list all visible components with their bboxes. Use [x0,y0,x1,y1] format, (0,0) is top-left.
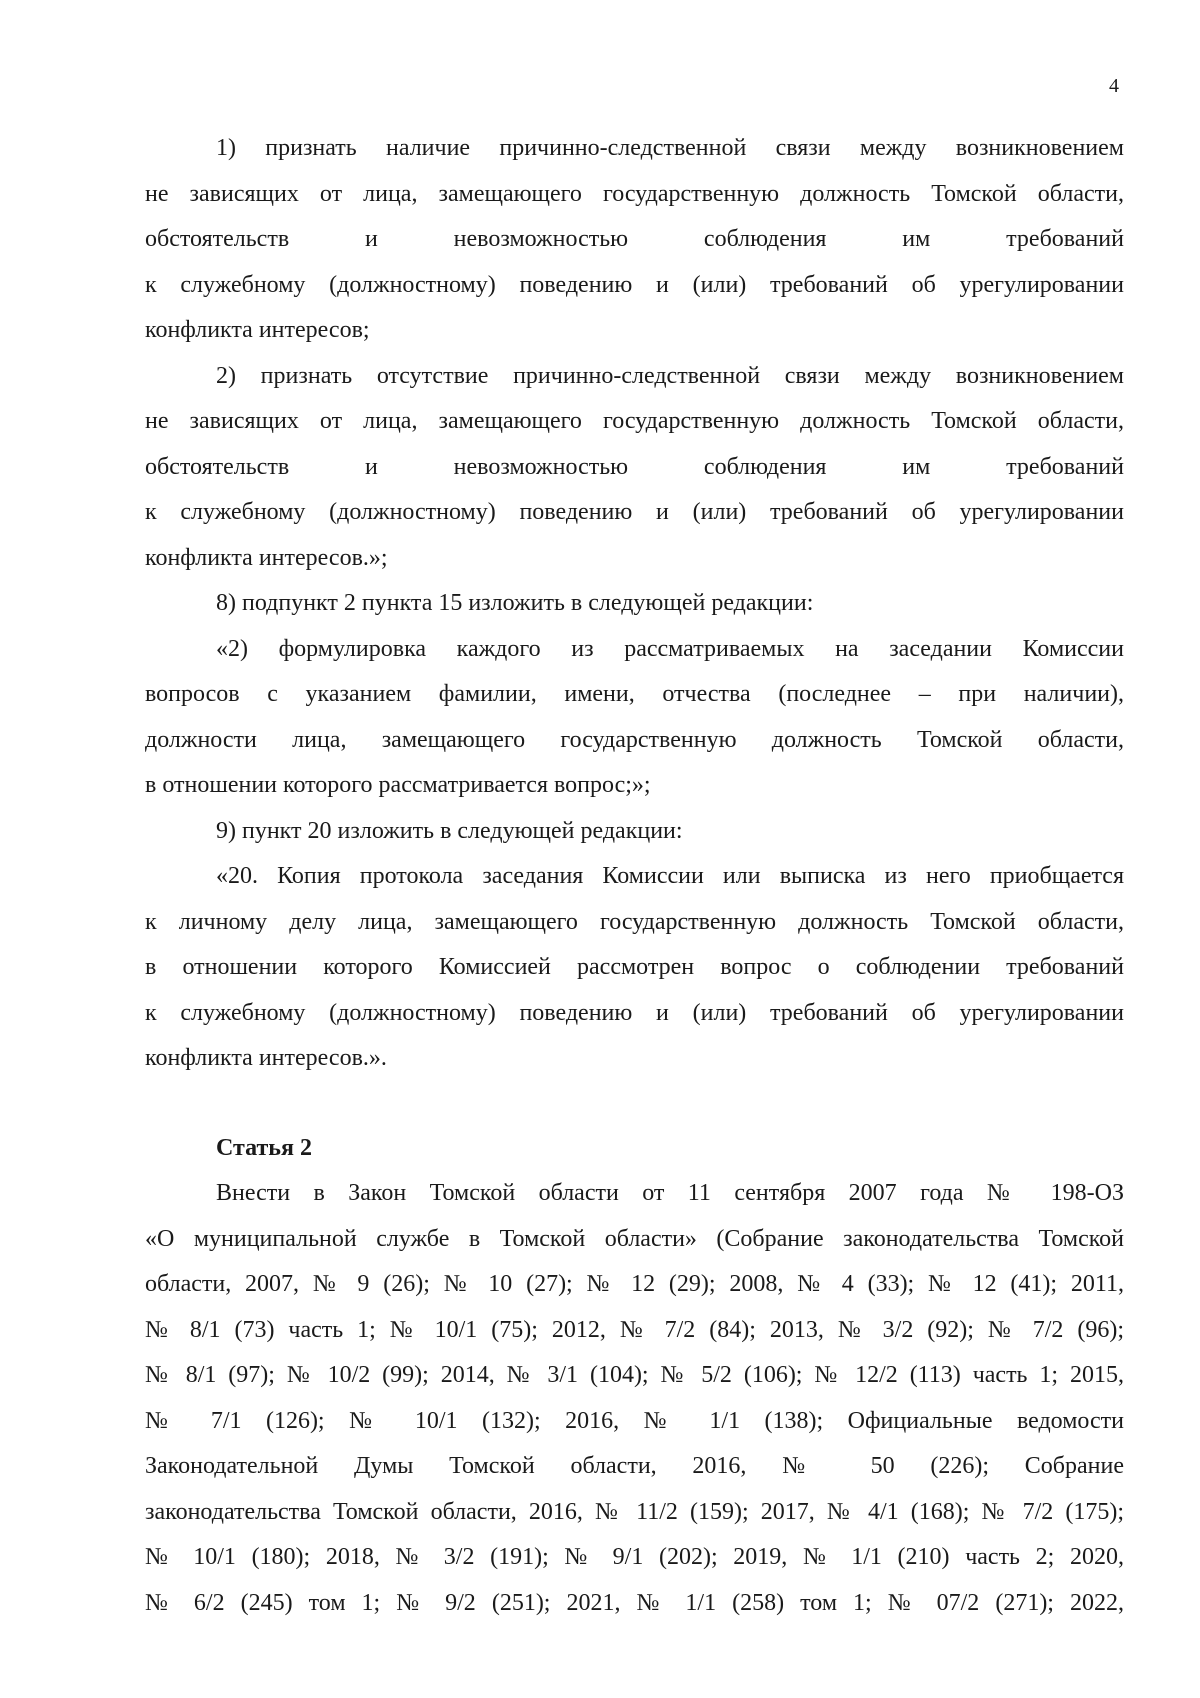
text-line: конфликта интересов.». [145,1045,387,1071]
text-line: к служебному (должностному) поведению и (или) требований об урегулировании [145,271,1124,298]
text-line: № 6/2 (245) том 1; № 9/2 (251); 2021, № 1/1 (258) том 1; № 07/2 (271); 2022, [145,1589,1124,1616]
text-line: к служебному (должностному) поведению и (или) требований об урегулировании [145,499,1124,525]
text-line: вопросов с указанием фамилии, имени, отчества (последнее – при наличии), [145,681,1124,707]
text-line: «2) формулировка каждого из рассматриваемых на заседании Комиссии [216,635,1124,662]
amendment-point-9 [145,809,1124,855]
text-line: законодательства Томской области, 2016, № 11/2 (159); 2017, № 4/1 (168); № 7/2 (175); [145,1498,1124,1525]
quoted-subpoint-2 [145,627,1124,809]
text-line: 2) признать отсутствие причинно-следственной связи между возникновением [216,362,1124,389]
text-line: в отношении которого рассматривается вопрос;»; [145,772,651,798]
text-line: «О муниципальной службе в Томской области» (Собрание законодательства Томской [145,1225,1124,1252]
text-line: должности лица, замещающего государственную должность Томской области, [145,726,1124,753]
text-line: Внести в Закон Томской области от 11 сентября 2007 года № 198-ОЗ [216,1180,1124,1206]
text-line: № 7/1 (126); № 10/1 (132); 2016, № 1/1 (138); Официальные ведомости [145,1407,1124,1434]
text-line: Законодательной Думы Томской области, 2016, № 50 (226); Собрание [145,1453,1124,1479]
amendment-point-8 [145,581,1124,627]
text-line: № 8/1 (97); № 10/2 (99); 2014, № 3/1 (104); № 5/2 (106); № 12/2 (113) часть 1; 2015, [145,1362,1124,1388]
text-line: 9) пункт 20 изложить в следующей редакции: [216,817,683,844]
paragraph-item-2 [145,354,1124,582]
text-line: области, 2007, № 9 (26); № 10 (27); № 12 (29); 2008, № 4 (33); № 12 (41); 2011, [145,1271,1124,1297]
text-line: не зависящих от лица, замещающего государственную должность Томской области, [145,180,1124,207]
text-line: конфликта интересов; [145,317,370,343]
article-heading: Статья 2 [216,1134,312,1161]
text-line: обстоятельств и невозможностью соблюдения им требований [145,226,1124,252]
text-line: № 10/1 (180); 2018, № 3/2 (191); № 9/1 (202); 2019, № 1/1 (210) часть 2; 2020, [145,1544,1124,1570]
text-line: обстоятельств и невозможностью соблюдения им требований [145,453,1124,480]
document-body [145,126,1124,1626]
page-number: 4 [1109,75,1119,97]
text-line: 8) подпункт 2 пункта 15 изложить в следующей редакции: [216,590,814,616]
text-line: к личному делу лица, замещающего государственную должность Томской области, [145,908,1124,935]
article-body [145,1171,1124,1626]
text-line: «20. Копия протокола заседания Комиссии или выписка из него приобщается [216,863,1124,889]
text-line: не зависящих от лица, замещающего государственную должность Томской области, [145,408,1124,434]
text-line: в отношении которого Комиссией рассмотрен вопрос о соблюдении требований [145,954,1124,980]
text-line: № 8/1 (73) часть 1; № 10/1 (75); 2012, № 7/2 (84); 2013, № 3/2 (92); № 7/2 (96); [145,1316,1124,1343]
text-line: конфликта интересов.»; [145,544,388,571]
text-line: к служебному (должностному) поведению и (или) требований об урегулировании [145,999,1124,1026]
text-line: 1) признать наличие причинно-следственной связи между возникновением [216,135,1124,161]
paragraph-item-1 [145,126,1124,354]
quoted-point-20 [145,854,1124,1082]
